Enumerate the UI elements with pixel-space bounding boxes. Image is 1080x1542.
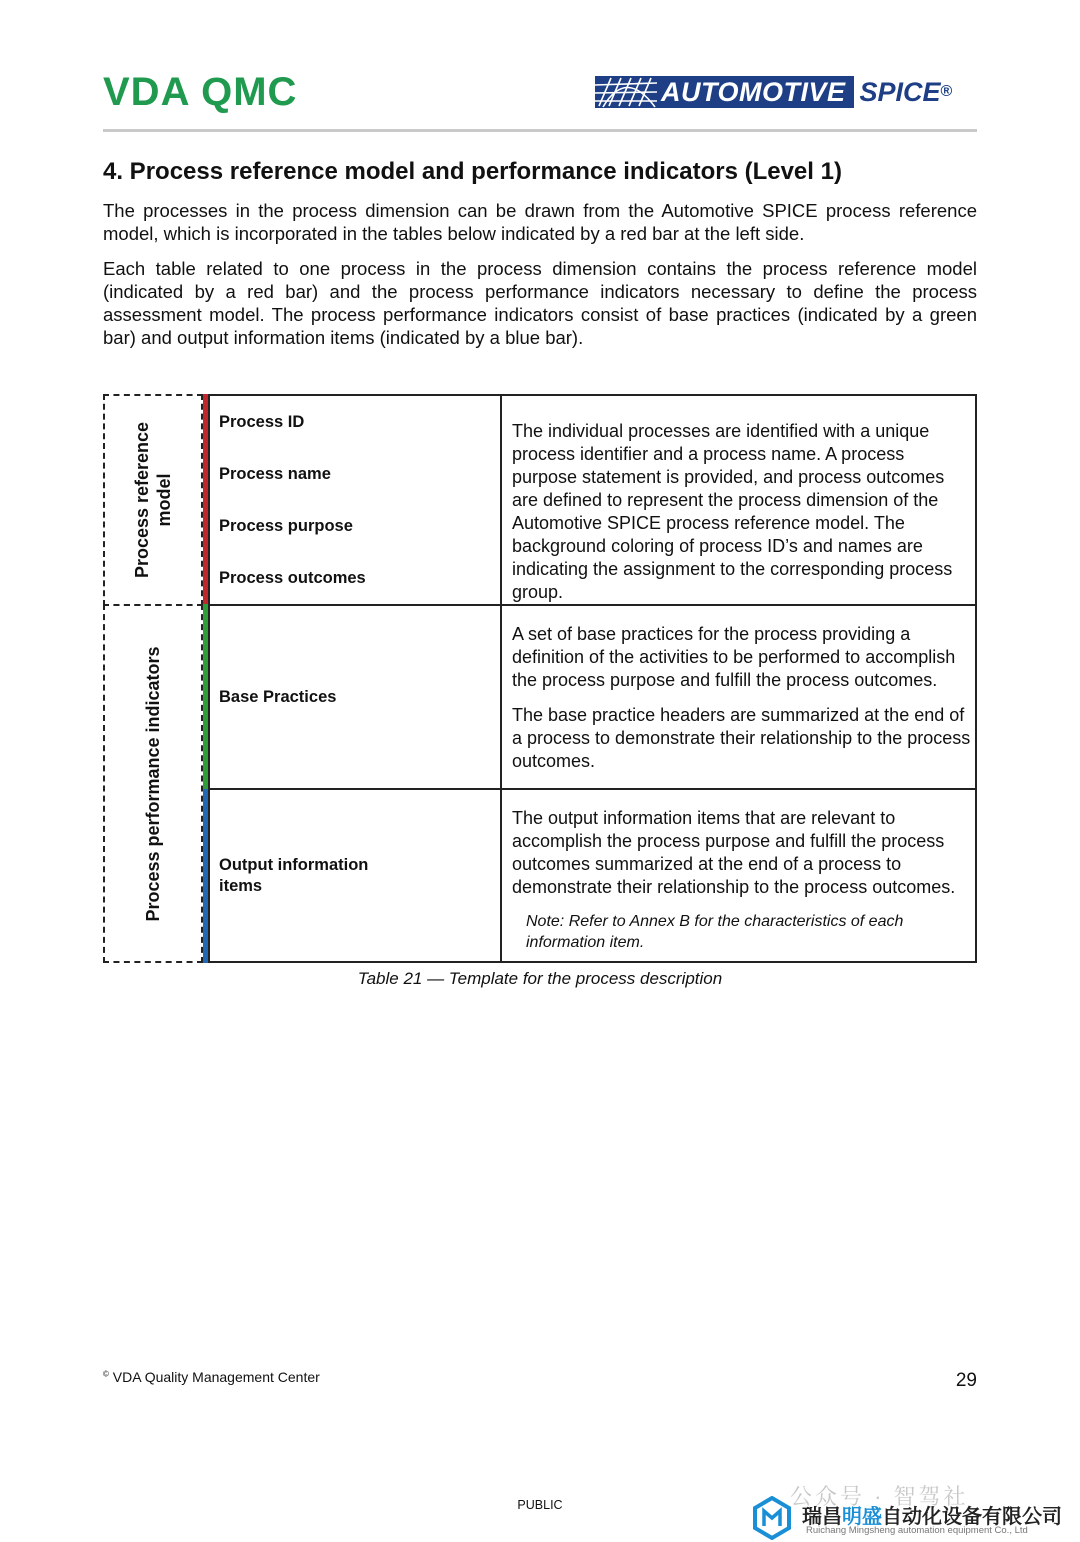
row-divider xyxy=(210,788,975,790)
copyright-symbol: © xyxy=(103,1369,109,1379)
side-label-reference-model: Process reference model xyxy=(132,421,174,579)
label-output-information-items: Output information items xyxy=(219,856,369,895)
side-box-reference-model xyxy=(103,394,203,606)
classification-label: PUBLIC xyxy=(517,1498,563,1512)
globe-grid-icon xyxy=(595,76,657,108)
automotive-spice-logo xyxy=(595,76,952,108)
vda-qmc-logo: VDA QMC xyxy=(103,70,298,114)
annex-note: Note: Refer to Annex B for the characteristics of each information item. xyxy=(526,913,904,951)
side-box-performance-indicators xyxy=(103,604,203,963)
process-description-table xyxy=(103,394,977,963)
registered-mark: ® xyxy=(940,83,953,100)
label-base-practices: Base Practices xyxy=(219,688,337,706)
copyright-text: VDA Quality Management Center xyxy=(108,1369,320,1385)
company-name-part: 瑞昌 xyxy=(802,1506,842,1528)
company-watermark xyxy=(752,1476,1080,1542)
row-divider xyxy=(210,604,975,606)
company-name-part: 自动化设备有限公司 xyxy=(882,1506,1062,1528)
copyright xyxy=(103,1369,320,1385)
spice-logo-band: AUTOMOTIVE xyxy=(657,76,854,108)
company-name-highlight: 明盛 xyxy=(842,1506,882,1528)
page-number: 29 xyxy=(955,1370,977,1391)
label-process-purpose: Process purpose xyxy=(219,517,353,535)
company-name-en: Ruichang Mingsheng automation equipment Co., Ltd xyxy=(806,1525,1028,1536)
table-caption: Table 21 — Template for the process description xyxy=(357,969,723,988)
description-reference-model: The individual processes are identified with a unique process identifier and a process name. A process purpose statement is provided, and process outcomes are defined to represent the process dimension of the Automotive SPICE process reference model. The background coloring of process ID’s and names are indicating the assignment to the corresponding process group. xyxy=(512,421,953,602)
side-label-performance-indicators: Process performance indicators xyxy=(143,645,163,922)
detail-paragraph: Each table related to one process in the process dimension contains the process reference model (indicated by a red bar) and the process performance indicators necessary to define the process assessment model. The process performance indicators consist of base practices (indicated by a green bar) and output information items (indicated by a blue bar). xyxy=(103,258,977,348)
intro-paragraph: The processes in the process dimension can be drawn from the Automotive SPICE process reference model, which is incorporated in the tables below indicated by a red bar at the left side. xyxy=(103,200,977,244)
label-process-id: Process ID xyxy=(219,413,305,431)
hexagon-logo-icon xyxy=(752,1496,792,1540)
spice-logo-word: SPICE xyxy=(859,76,941,107)
table-grid xyxy=(208,394,977,963)
label-process-name: Process name xyxy=(219,465,331,483)
description-output-items: The output information items that are relevant to accomplish the process purpose and fulfill the process outcomes summarized at the end of a process to demonstrate their relationship to the process outcomes. xyxy=(512,808,956,897)
watermark-ghost-text: 公众号 · 智驾社 xyxy=(790,1484,969,1509)
label-process-outcomes: Process outcomes xyxy=(219,569,366,587)
description-base-practices-summary: The base practice headers are summarized at the end of a process to demonstrate their relationship to the process outcomes. xyxy=(512,705,971,771)
header-rule xyxy=(103,129,977,132)
column-divider xyxy=(500,396,502,961)
section-heading: 4. Process reference model and performance indicators (Level 1) xyxy=(103,158,842,185)
description-base-practices: A set of base practices for the process providing a definition of the activities to be performed to accomplish the process purpose and fulfill the process outcomes. xyxy=(512,624,956,690)
